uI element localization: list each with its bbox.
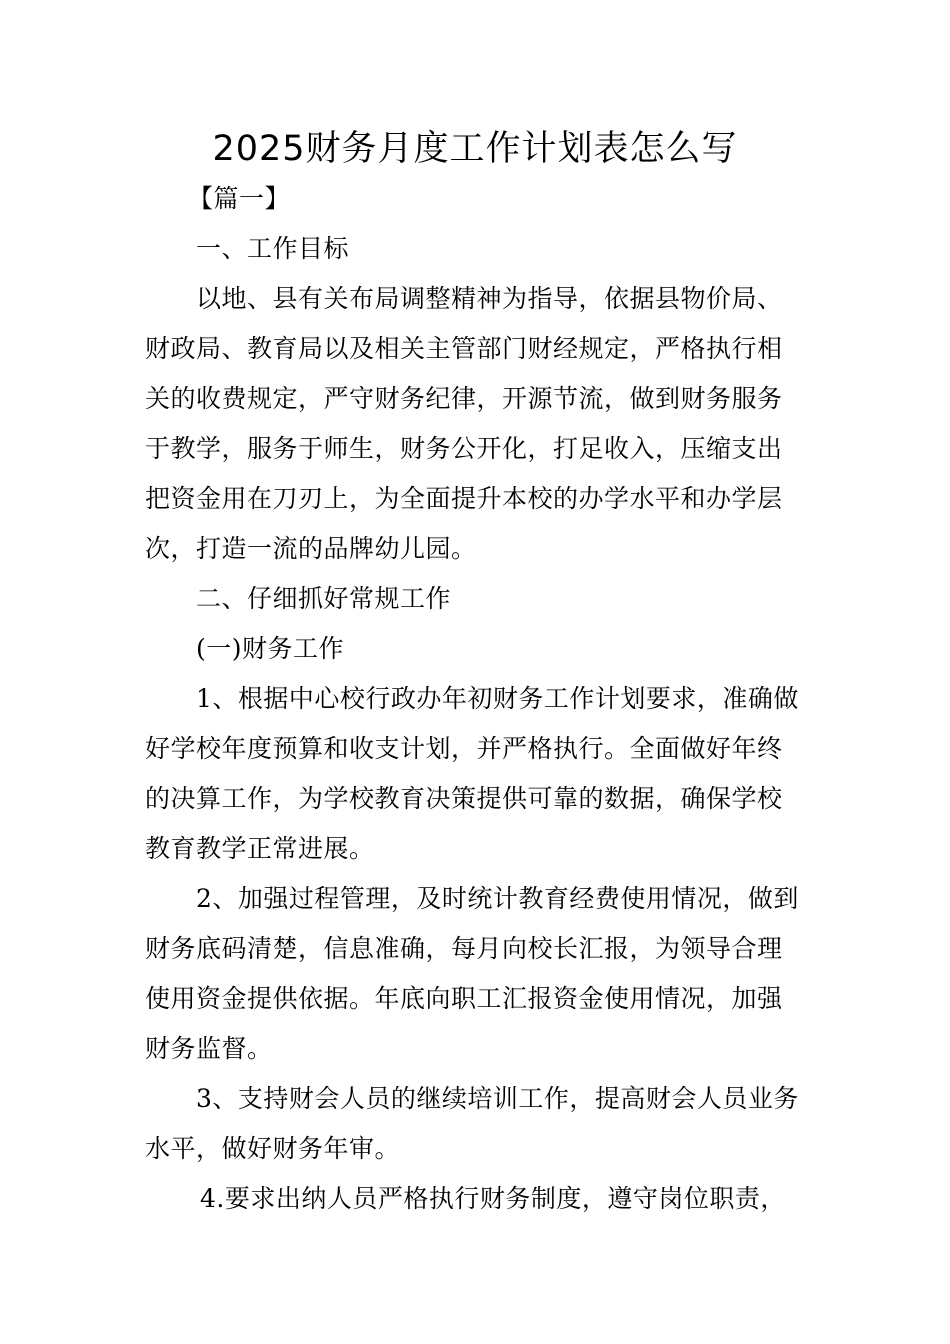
paragraph-line: 1、根据中心校行政办年初财务工作计划要求，准确做 (196, 684, 799, 713)
paragraph-line: 使用资金提供依据。年底向职工汇报资金使用情况，加强 (145, 984, 783, 1013)
paragraph-line: 教育教学正常进展。 (145, 834, 375, 863)
paragraph-line: 财政局、教育局以及相关主管部门财经规定，严格执行相 (145, 334, 783, 363)
heading-work-goals: 一、工作目标 (196, 234, 350, 263)
paragraph-line: 4.要求出纳人员严格执行财务制度，遵守岗位职责， (200, 1184, 786, 1213)
paragraph-line: 次，打造一流的品牌幼儿园。 (145, 534, 477, 563)
paragraph-line: 2、加强过程管理，及时统计教育经费使用情况，做到 (196, 884, 799, 913)
paragraph-line: 的决算工作，为学校教育决策提供可靠的数据，确保学校 (145, 784, 783, 813)
paragraph-line: 财务底码清楚，信息准确，每月向校长汇报，为领导合理 (145, 934, 783, 963)
section-label-part-one: 【篇一】 (188, 184, 291, 213)
paragraph-line: 水平，做好财务年审。 (145, 1134, 401, 1163)
document-title: 2025财务月度工作计划表怎么写 (212, 129, 738, 169)
paragraph-line: 好学校年度预算和收支计划，并严格执行。全面做好年终 (145, 734, 783, 763)
paragraph-line: 财务监督。 (145, 1034, 273, 1063)
paragraph-line: 以地、县有关布局调整精神为指导，依据县物价局、 (196, 284, 783, 313)
paragraph-line: 于教学，服务于师生，财务公开化，打足收入，压缩支出 (145, 434, 783, 463)
paragraph-line: 关的收费规定，严守财务纪律，开源节流，做到财务服务 (145, 384, 783, 413)
paragraph-line: 把资金用在刀刃上，为全面提升本校的办学水平和办学层 (145, 484, 783, 513)
paragraph-line: 3、支持财会人员的继续培训工作，提高财会人员业务 (196, 1084, 799, 1113)
heading-routine-work: 二、仔细抓好常规工作 (196, 584, 452, 613)
heading-finance-work: (一)财务工作 (196, 634, 345, 663)
